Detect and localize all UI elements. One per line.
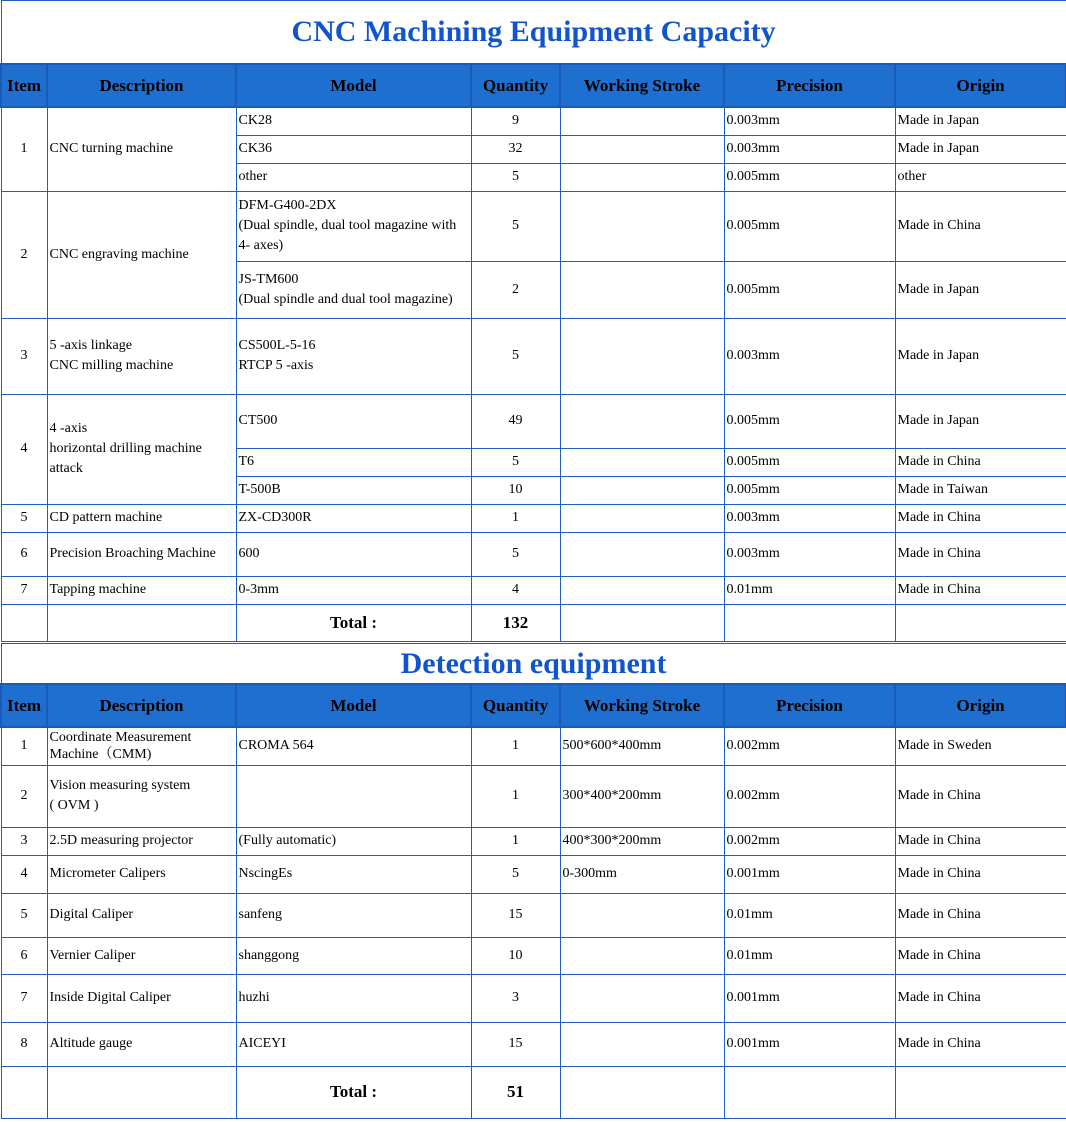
quantity-cell: 15	[471, 1022, 560, 1066]
quantity-cell: 2	[471, 261, 560, 318]
item-number: 5	[1, 893, 47, 937]
detection-header-row	[1, 684, 1066, 727]
precision-cell: 0.003mm	[724, 532, 895, 576]
precision-cell: 0.001mm	[724, 974, 895, 1022]
header-quantity: Quantity	[471, 64, 560, 107]
precision-cell: 0.005mm	[724, 261, 895, 318]
table-row	[1, 318, 1066, 394]
precision-cell: 0.005mm	[724, 476, 895, 504]
stroke-cell	[560, 893, 724, 937]
quantity-cell: 10	[471, 476, 560, 504]
item-number: 4	[1, 394, 47, 504]
total-value: 132	[471, 604, 560, 641]
stroke-cell	[560, 318, 724, 394]
header-model: Model	[236, 684, 471, 727]
header-quantity: Quantity	[471, 684, 560, 727]
model-cell: sanfeng	[236, 893, 471, 937]
origin-cell: Made in Japan	[895, 261, 1066, 318]
model-cell: 0-3mm	[236, 576, 471, 604]
empty-cell	[724, 604, 895, 641]
item-number: 6	[1, 937, 47, 974]
stroke-cell	[560, 135, 724, 163]
empty-cell	[560, 604, 724, 641]
total-row	[1, 1066, 1066, 1118]
model-cell: huzhi	[236, 974, 471, 1022]
origin-cell: Made in Japan	[895, 318, 1066, 394]
stroke-cell	[560, 974, 724, 1022]
header-description: Description	[47, 684, 236, 727]
quantity-cell: 5	[471, 448, 560, 476]
table-row	[1, 191, 1066, 261]
item-number: 6	[1, 532, 47, 576]
origin-cell: Made in Sweden	[895, 727, 1066, 765]
table-row	[1, 937, 1066, 974]
origin-cell: Made in China	[895, 191, 1066, 261]
model-cell: shanggong	[236, 937, 471, 974]
quantity-cell: 32	[471, 135, 560, 163]
model-cell: DFM-G400-2DX (Dual spindle, dual tool magazine with 4- axes)	[236, 191, 471, 261]
table-row	[1, 893, 1066, 937]
description-cell: CNC turning machine	[47, 107, 236, 191]
header-working-stroke: Working Stroke	[560, 684, 724, 727]
quantity-cell: 5	[471, 855, 560, 893]
stroke-cell	[560, 394, 724, 448]
quantity-cell: 9	[471, 107, 560, 135]
item-number: 1	[1, 107, 47, 191]
item-number: 4	[1, 855, 47, 893]
header-item: Item	[1, 684, 47, 727]
origin-cell: Made in China	[895, 576, 1066, 604]
empty-cell	[47, 604, 236, 641]
stroke-cell	[560, 163, 724, 191]
empty-cell	[895, 1066, 1066, 1118]
origin-cell: other	[895, 163, 1066, 191]
table-row	[1, 727, 1066, 765]
model-cell: T-500B	[236, 476, 471, 504]
precision-cell: 0.001mm	[724, 1022, 895, 1066]
stroke-cell	[560, 504, 724, 532]
precision-cell: 0.003mm	[724, 107, 895, 135]
empty-cell	[560, 1066, 724, 1118]
precision-cell: 0.01mm	[724, 576, 895, 604]
stroke-cell: 0-300mm	[560, 855, 724, 893]
total-row	[1, 604, 1066, 641]
item-number: 8	[1, 1022, 47, 1066]
stroke-cell: 300*400*200mm	[560, 765, 724, 827]
model-cell: (Fully automatic)	[236, 827, 471, 855]
origin-cell: Made in China	[895, 765, 1066, 827]
stroke-cell	[560, 937, 724, 974]
quantity-cell: 5	[471, 163, 560, 191]
quantity-cell: 5	[471, 191, 560, 261]
origin-cell: Made in China	[895, 893, 1066, 937]
cnc-header-row	[1, 64, 1066, 107]
detection-table-title: Detection equipment	[1, 644, 1066, 685]
description-cell: Micrometer Calipers	[47, 855, 236, 893]
origin-cell: Made in China	[895, 1022, 1066, 1066]
model-cell: T6	[236, 448, 471, 476]
header-working-stroke: Working Stroke	[560, 64, 724, 107]
precision-cell: 0.005mm	[724, 448, 895, 476]
quantity-cell: 5	[471, 318, 560, 394]
stroke-cell	[560, 107, 724, 135]
stroke-cell	[560, 1022, 724, 1066]
description-cell: Altitude gauge	[47, 1022, 236, 1066]
item-number: 5	[1, 504, 47, 532]
quantity-cell: 10	[471, 937, 560, 974]
model-cell	[236, 765, 471, 827]
header-origin: Origin	[895, 64, 1066, 107]
origin-cell: Made in Taiwan	[895, 476, 1066, 504]
quantity-cell: 49	[471, 394, 560, 448]
precision-cell: 0.002mm	[724, 727, 895, 765]
item-number: 3	[1, 318, 47, 394]
empty-cell	[1, 604, 47, 641]
table-row	[1, 576, 1066, 604]
table-row	[1, 532, 1066, 576]
quantity-cell: 1	[471, 727, 560, 765]
table-row	[1, 855, 1066, 893]
description-cell: 4 -axis horizontal drilling machine attack	[47, 394, 236, 504]
precision-cell: 0.002mm	[724, 765, 895, 827]
quantity-cell: 1	[471, 504, 560, 532]
description-cell: Vernier Caliper	[47, 937, 236, 974]
origin-cell: Made in Japan	[895, 107, 1066, 135]
model-cell: ZX-CD300R	[236, 504, 471, 532]
description-cell: CD pattern machine	[47, 504, 236, 532]
description-cell: Digital Caliper	[47, 893, 236, 937]
item-number: 2	[1, 765, 47, 827]
model-cell: 600	[236, 532, 471, 576]
total-value: 51	[471, 1066, 560, 1118]
model-cell: JS-TM600 (Dual spindle and dual tool magazine)	[236, 261, 471, 318]
description-cell: Coordinate Measurement Machine（CMM)	[47, 727, 236, 765]
empty-cell	[47, 1066, 236, 1118]
precision-cell: 0.005mm	[724, 191, 895, 261]
precision-cell: 0.01mm	[724, 893, 895, 937]
stroke-cell: 500*600*400mm	[560, 727, 724, 765]
stroke-cell: 400*300*200mm	[560, 827, 724, 855]
item-number: 7	[1, 974, 47, 1022]
description-cell: Precision Broaching Machine	[47, 532, 236, 576]
model-cell: other	[236, 163, 471, 191]
description-cell: Inside Digital Caliper	[47, 974, 236, 1022]
description-cell: 2.5D measuring projector	[47, 827, 236, 855]
table-row	[1, 394, 1066, 448]
stroke-cell	[560, 191, 724, 261]
description-cell: CNC engraving machine	[47, 191, 236, 318]
stroke-cell	[560, 576, 724, 604]
quantity-cell: 1	[471, 827, 560, 855]
stroke-cell	[560, 476, 724, 504]
table-row	[1, 504, 1066, 532]
origin-cell: Made in China	[895, 532, 1066, 576]
precision-cell: 0.003mm	[724, 318, 895, 394]
model-cell: CK28	[236, 107, 471, 135]
origin-cell: Made in China	[895, 448, 1066, 476]
description-cell: 5 -axis linkage CNC milling machine	[47, 318, 236, 394]
total-label: Total :	[236, 604, 471, 641]
description-cell: Vision measuring system ( OVM )	[47, 765, 236, 827]
empty-cell	[724, 1066, 895, 1118]
cnc-table-title: CNC Machining Equipment Capacity	[1, 1, 1066, 65]
header-description: Description	[47, 64, 236, 107]
origin-cell: Made in China	[895, 504, 1066, 532]
stroke-cell	[560, 261, 724, 318]
empty-cell	[895, 604, 1066, 641]
description-cell: Tapping machine	[47, 576, 236, 604]
table-row	[1, 765, 1066, 827]
quantity-cell: 3	[471, 974, 560, 1022]
quantity-cell: 5	[471, 532, 560, 576]
header-origin: Origin	[895, 684, 1066, 727]
model-cell: AICEYI	[236, 1022, 471, 1066]
origin-cell: Made in China	[895, 937, 1066, 974]
header-item: Item	[1, 64, 47, 107]
model-cell: CK36	[236, 135, 471, 163]
origin-cell: Made in Japan	[895, 394, 1066, 448]
model-cell: CS500L-5-16 RTCP 5 -axis	[236, 318, 471, 394]
precision-cell: 0.001mm	[724, 855, 895, 893]
precision-cell: 0.003mm	[724, 504, 895, 532]
item-number: 3	[1, 827, 47, 855]
table-row	[1, 827, 1066, 855]
origin-cell: Made in China	[895, 855, 1066, 893]
header-precision: Precision	[724, 64, 895, 107]
total-label: Total :	[236, 1066, 471, 1118]
item-number: 1	[1, 727, 47, 765]
precision-cell: 0.005mm	[724, 163, 895, 191]
precision-cell: 0.01mm	[724, 937, 895, 974]
precision-cell: 0.005mm	[724, 394, 895, 448]
table-row	[1, 1022, 1066, 1066]
item-number: 7	[1, 576, 47, 604]
item-number: 2	[1, 191, 47, 318]
quantity-cell: 15	[471, 893, 560, 937]
header-model: Model	[236, 64, 471, 107]
stroke-cell	[560, 532, 724, 576]
quantity-cell: 1	[471, 765, 560, 827]
precision-cell: 0.003mm	[724, 135, 895, 163]
model-cell: CT500	[236, 394, 471, 448]
stroke-cell	[560, 448, 724, 476]
table-row	[1, 974, 1066, 1022]
origin-cell: Made in Japan	[895, 135, 1066, 163]
empty-cell	[1, 1066, 47, 1118]
precision-cell: 0.002mm	[724, 827, 895, 855]
origin-cell: Made in China	[895, 827, 1066, 855]
model-cell: CROMA 564	[236, 727, 471, 765]
quantity-cell: 4	[471, 576, 560, 604]
model-cell: NscingEs	[236, 855, 471, 893]
table-row	[1, 107, 1066, 135]
header-precision: Precision	[724, 684, 895, 727]
origin-cell: Made in China	[895, 974, 1066, 1022]
detection-equipment-table	[0, 643, 1066, 1119]
